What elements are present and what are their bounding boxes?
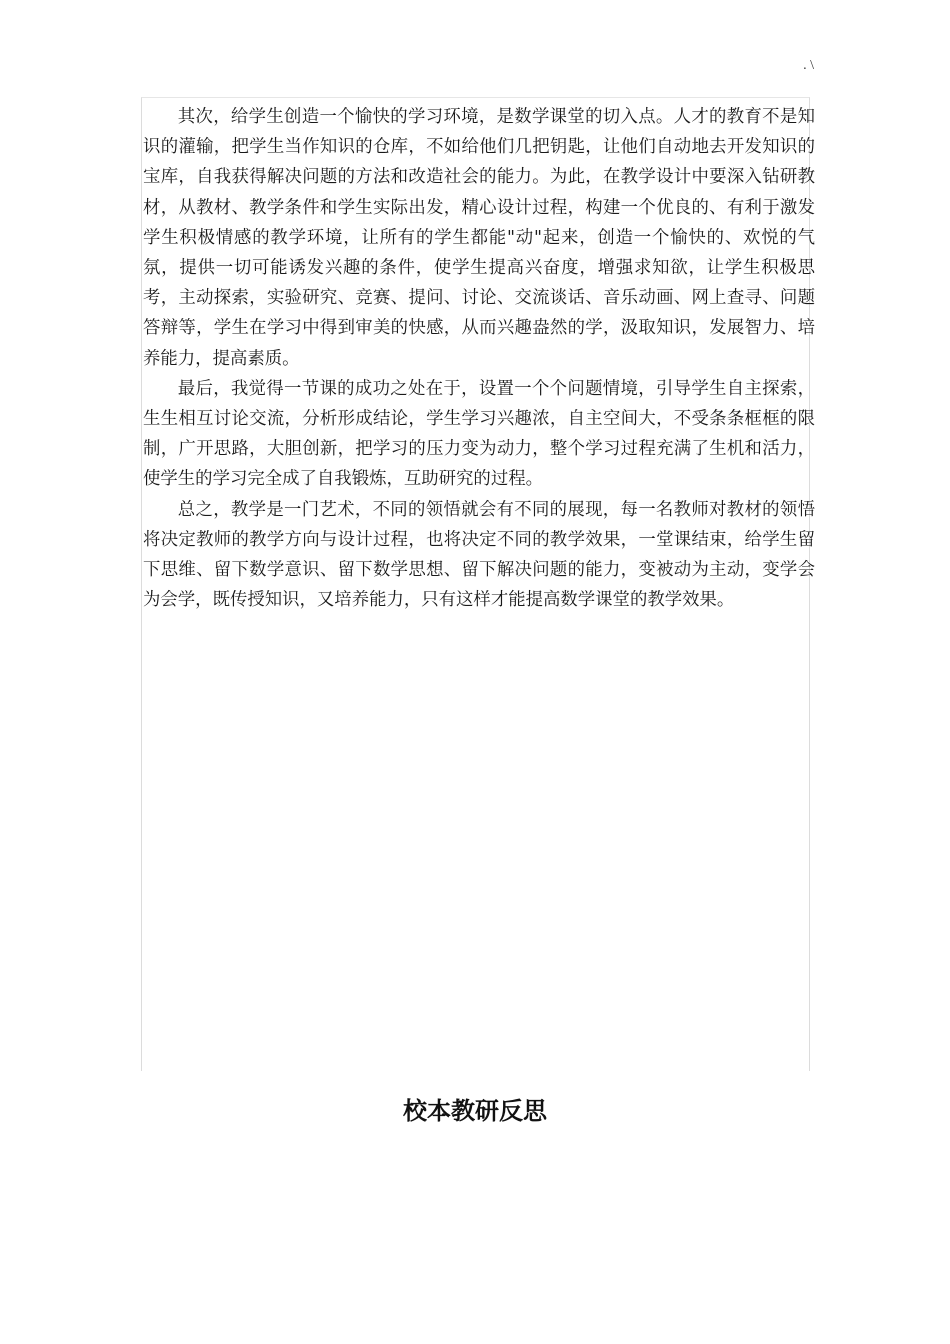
- section-title: 校本教研反思: [403, 1097, 547, 1125]
- page-mark: . \: [803, 58, 814, 73]
- paragraph-second: 其次，给学生创造一个愉快的学习环境，是数学课堂的切入点。人才的教育不是知识的灌输，把学生当作知识的仓库，不如给他们几把钥匙，让他们自动地去开发知识的宝库，自我获得解决问题的方法和改造社会的能力。为此，在教学设计中要深入钻研教材，从教材、教学条件和学生实际出发，精心设计过程，构建一个优良的、有利于激发学生积极情感的教学环境，让所有的学生都能"动"起来，创造一个愉快的、欢悦的气氛，提供一切可能诱发兴趣的条件，使学生提高兴奋度，增强求知欲，让学生积极思考，主动探索，实验研究、竞赛、提问、讨论、交流谈话、音乐动画、网上查寻、问题答辩等，学生在学习中得到审美的快感，从而兴趣盎然的学，汲取知识，发展智力、培养能力，提高素质。: [143, 107, 815, 369]
- document-body: [143, 102, 815, 615]
- paragraph-finally: 最后，我觉得一节课的成功之处在于，设置一个个问题情境，引导学生自主探索，生生相互讨论交流，分析形成结论，学生学习兴趣浓，自主空间大，不受条条框框的限制，广开思路，大胆创新，把学习的压力变为动力，整个学习过程充满了生机和活力，使学生的学习完全成了自我锻炼，互助研究的过程。: [143, 378, 815, 490]
- paragraph-conclusion: 总之，教学是一门艺术，不同的领悟就会有不同的展现，每一名教师对教材的领悟将决定教师的教学方向与设计过程，也将决定不同的教学效果，一堂课结束，给学生留下思维、留下数学意识、留下数学思想、留下解决问题的能力，变被动为主动，变学会为会学，既传授知识，又培养能力，只有这样才能提高数学课堂的教学效果。: [143, 499, 815, 611]
